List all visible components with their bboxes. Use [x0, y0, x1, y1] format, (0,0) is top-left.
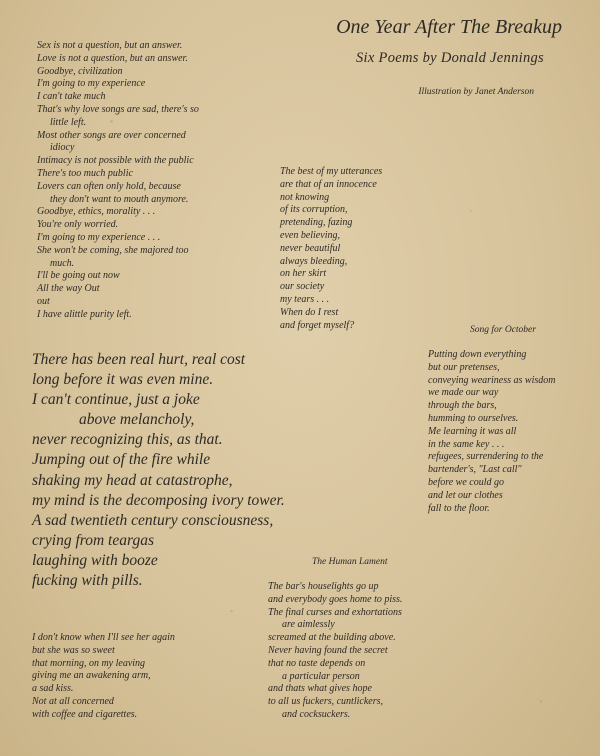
poem-line: All the way Out [37, 283, 100, 295]
poem-line: through the bars, [428, 400, 497, 412]
poem-line: even believing, [280, 229, 340, 241]
poem-song-for-october [428, 349, 556, 515]
poem-line: I have alittle purity left. [37, 308, 132, 320]
paper-speck [110, 120, 113, 123]
illustration-credit: Illustration by Janet Anderson [418, 87, 534, 97]
poem-line: bartender's, "Last call" [428, 464, 522, 476]
poem-line: Lovers can often only hold, because [37, 180, 181, 192]
poem-line: we made our way [428, 387, 499, 399]
poem-line: crying from teargas [32, 531, 154, 549]
poem-line: but our pretenses, [428, 361, 500, 373]
poem-line: in the same key . . . [428, 438, 505, 450]
poem-line: pretending, fazing [280, 217, 353, 229]
poem-line: are aimlessly [282, 619, 335, 631]
poem-line: and let our clothes [428, 489, 503, 501]
poem-line: The bar's houselights go up [268, 581, 379, 592]
poem-line: on her skirt [280, 268, 327, 280]
poem-line: to all us fuckers, cuntlickers, [268, 696, 383, 708]
poem-line: never recognizing this, as that. [32, 431, 223, 449]
poem-line: You're only worried. [37, 219, 119, 231]
poem-line: fucking with pills. [32, 572, 143, 590]
poem-line: Love is not a question, but an answer. [37, 52, 188, 64]
poem-line: and thats what gives hope [268, 683, 372, 695]
poem-line: much. [50, 257, 75, 269]
poem-line: are that of an innocence [280, 178, 377, 190]
poem-line: my mind is the decomposing ivory tower. [32, 491, 285, 509]
poem-line: not knowing [280, 191, 330, 203]
poem-line: my tears . . . [280, 293, 330, 305]
poem-line: conveying weariness as wisdom [428, 374, 556, 386]
poem-line: refugees, surrendering to the [428, 451, 544, 463]
paper-speck [470, 210, 472, 212]
poem-line: I'm going to my experience . . . [37, 231, 161, 243]
poem-line: Goodbye, civilization [37, 65, 123, 77]
poem-line: above melancholy, [79, 411, 195, 429]
poem-line: and everybody goes home to piss. [268, 593, 403, 605]
poem-line: Sex is not a question, but an answer. [37, 40, 183, 51]
poem-line: long before it was even mine. [32, 371, 214, 389]
poem-line: A sad twentieth century consciousness, [32, 511, 274, 529]
poem-line: screamed at the building above. [268, 632, 396, 644]
poem-line: of its corruption, [280, 204, 348, 216]
poem-line: Not at all concerned [32, 695, 114, 707]
poem-line: never beautiful [280, 242, 341, 254]
poem-line: The best of my utterances [280, 166, 383, 177]
poem-line: fall to the floor. [428, 502, 490, 514]
poem-line: a sad kiss. [32, 683, 74, 695]
poem-title-song-for-october: Song for October [470, 325, 536, 335]
poem-line: with coffee and cigarettes. [32, 708, 138, 720]
poem-line: that no taste depends on [268, 657, 366, 669]
poem-line: laughing with booze [32, 551, 158, 569]
poem-line: I don't know when I'll see her again [32, 632, 175, 643]
poem-line: When do I rest [280, 306, 339, 318]
poem-sex-is-not-a-question [37, 40, 199, 322]
poem-line: Never having found the secret [268, 644, 388, 656]
poem-line: a particular person [282, 670, 360, 682]
poem-see-her-again [32, 632, 175, 722]
poem-human-lament [268, 581, 402, 722]
poem-line: Goodbye, ethics, morality . . . [37, 206, 156, 218]
poem-line: Me learning it was all [428, 425, 517, 437]
paper-speck [230, 610, 233, 612]
poem-line: Jumping out of the fire while [32, 451, 211, 469]
poem-line: little left. [50, 116, 87, 128]
poem-line: I can't take much [37, 91, 106, 103]
poem-line: they don't want to mouth anymore. [50, 193, 189, 205]
poem-line: I'll be going out now [37, 270, 120, 282]
poem-line: She won't be coming, she majored too [37, 244, 189, 256]
poem-real-hurt [32, 350, 285, 591]
poem-line: Most other songs are over concerned [37, 129, 186, 141]
poem-line: out [37, 295, 50, 307]
poem-line: our society [280, 281, 325, 293]
page-title: One Year After The Breakup [336, 16, 562, 38]
poem-line: There's too much public [37, 167, 133, 179]
poem-line: shaking my head at catastrophe, [32, 471, 233, 489]
poem-line: I'm going to my experience [37, 78, 146, 90]
poem-line: before we could go [428, 476, 505, 488]
poem-line: I can't continue, just a joke [32, 391, 200, 409]
poem-line: but she was so sweet [32, 644, 115, 656]
poem-line: Intimacy is not possible with the public [37, 155, 194, 167]
poem-line: There has been real hurt, real cost [32, 351, 246, 368]
poem-line: The final curses and exhortations [268, 606, 402, 618]
poem-line: that morning, on my leaving [32, 657, 146, 669]
poem-line: and forget myself? [280, 319, 355, 331]
poem-line: and cocksuckers. [282, 708, 351, 720]
poem-line: humming to ourselves. [428, 412, 519, 424]
poem-line: That's why love songs are sad, there's so [37, 103, 199, 115]
poem-line: idiocy [50, 142, 75, 154]
poem-line: Putting down everything [428, 349, 527, 360]
poem-line: giving me an awakening arm, [32, 670, 151, 682]
page-subtitle: Six Poems by Donald Jennings [356, 50, 544, 66]
poem-title-human-lament: The Human Lament [312, 557, 388, 567]
paper-speck [540, 700, 542, 703]
poem-best-of-my-utterances [280, 166, 382, 332]
poem-line: always bleeding, [280, 255, 348, 267]
